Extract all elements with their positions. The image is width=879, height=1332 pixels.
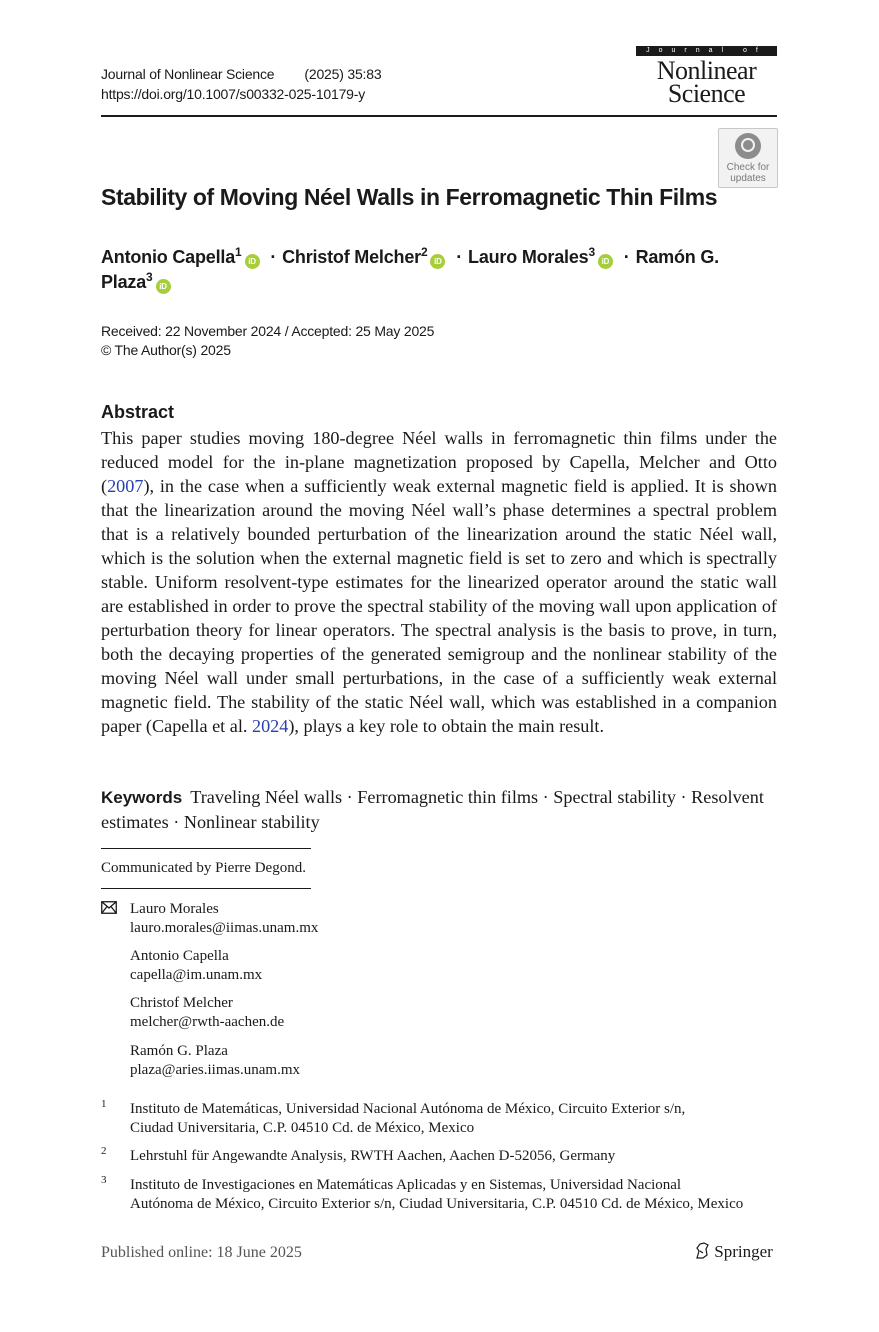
affiliation-line: Autónoma de México, Circuito Exterior s/n, Ciudad Universitaria, C.P. 04510 Cd. de México, Mexico [130, 1196, 744, 1212]
abstract-text: ), plays a key role to obtain the main result. [288, 716, 605, 736]
abstract-text: ), in the case when a sufficiently weak external magnetic field is applied. It is shown that the linearization around the moving Néel wall’s phase determines a spectral problem that is a relatively bounded perturbation of the linearization around the static Néel wall, which is the solution when the external magnetic field is set to zero and which is spectrally stable. Uniform resolvent-type estimates for the linearized operator around the static wall are established in order to prove the spectral stability of the moving wall upon application of perturbation theory for linear operators. The spectral analysis is the basis to prove, in turn, both the decaying properties of the generated semigroup and the nonlinear stability of the moving Néel wall under small perturbations, in the case of a sufficiently weak external magnetic field. The stability of the static Néel wall, which was established in a companion paper (Capella et al. [101, 476, 777, 736]
logo-line-1: Nonlinear [656, 56, 757, 85]
citation-link[interactable]: 2007 [107, 476, 144, 496]
check-updates-line-1: Check for [726, 162, 770, 173]
journal-logo [636, 46, 777, 108]
check-updates-line-2: updates [730, 173, 766, 184]
springer-horse-icon [694, 1242, 710, 1260]
contact-name: Lauro Morales [130, 901, 219, 917]
author-list-line-1 [101, 245, 719, 269]
check-for-updates-badge[interactable] [718, 128, 778, 188]
contact-email[interactable]: lauro.morales@iimas.unam.mx [130, 920, 319, 936]
logo-line-2: Science [667, 79, 746, 108]
author-affiliation-mark: 2 [420, 245, 428, 259]
abstract-body [101, 426, 777, 738]
author-affiliation-mark: 3 [588, 245, 595, 259]
communicated-by: Communicated by Pierre Degond. [101, 860, 306, 876]
envelope-icon [101, 901, 117, 914]
keywords-label: Keywords [101, 788, 183, 807]
author-affiliation-mark: 3 [146, 270, 153, 284]
affiliation-text [130, 1176, 780, 1214]
bookmark-icon [735, 133, 761, 159]
publisher-logo[interactable] [694, 1242, 773, 1262]
affiliation-line: Ciudad Universitaria, C.P. 04510 Cd. de México, Mexico [130, 1120, 475, 1136]
journal-citation [101, 66, 381, 82]
author-name: Ramón G. [635, 247, 719, 267]
journal-name: Journal of Nonlinear Science [101, 66, 275, 82]
contact-entry [130, 900, 318, 938]
affiliation-text [130, 1147, 780, 1166]
received-accepted-dates: Received: 22 November 2024 / Accepted: 25 May 2025 [101, 323, 435, 339]
author-name: Antonio Capella [101, 247, 236, 267]
citation-link[interactable]: 2024 [251, 716, 289, 736]
affiliation-line: Instituto de Investigaciones en Matemáticas Aplicadas y en Sistemas, Universidad Nacional [130, 1177, 682, 1193]
affiliation-number: 2 [101, 1145, 107, 1157]
author-separator: · [623, 247, 630, 267]
author-separator: · [270, 247, 277, 267]
orcid-icon[interactable]: iD [598, 254, 613, 269]
abstract-text: This paper studies moving 180-degree Néel walls in ferromagnetic thin films under the reduced model for the in-plane magnetization proposed by Capella, Melcher and Otto ( [101, 428, 777, 496]
contact-entry [130, 947, 262, 985]
keywords [101, 785, 777, 834]
contact-email[interactable]: capella@im.unam.mx [130, 967, 263, 983]
contact-name: Christof Melcher [130, 995, 233, 1011]
author-name: Plaza [101, 272, 147, 292]
contact-email[interactable]: plaza@aries.iimas.unam.mx [130, 1062, 301, 1078]
author-affiliation-mark: 1 [235, 245, 242, 259]
affiliation-number: 1 [101, 1098, 107, 1110]
orcid-icon[interactable]: iD [245, 254, 260, 269]
orcid-icon[interactable]: iD [430, 254, 445, 269]
affiliation-number: 3 [101, 1174, 107, 1186]
keywords-list: Traveling Néel walls · Ferromagnetic thin films · Spectral stability · Resolvent estimates · Nonlinear stability [101, 787, 764, 832]
orcid-icon[interactable]: iD [156, 279, 171, 294]
published-online-date: Published online: 18 June 2025 [101, 1244, 302, 1261]
footnote-rule [101, 848, 311, 849]
doi-link[interactable]: https://doi.org/10.1007/s00332-025-10179-y [101, 86, 366, 102]
footnote-rule [101, 888, 311, 889]
author-name: Christof Melcher [282, 247, 421, 267]
copyright-notice: © The Author(s) 2025 [101, 342, 231, 358]
logo-banner: Journal of [636, 46, 777, 56]
affiliation-text [130, 1100, 780, 1138]
affiliation-line: Instituto de Matemáticas, Universidad Nacional Autónoma de México, Circuito Exterior s/n, [130, 1101, 686, 1117]
contact-name: Antonio Capella [130, 948, 229, 964]
author-name: Lauro Morales [468, 247, 589, 267]
header-rule [101, 115, 777, 117]
abstract-heading: Abstract [101, 402, 175, 422]
contact-entry [130, 1042, 300, 1080]
contact-name: Ramón G. Plaza [130, 1043, 228, 1059]
affiliation-line: Lehrstuhl für Angewandte Analysis, RWTH Aachen, Aachen D-52056, Germany [130, 1148, 616, 1164]
journal-volume: (2025) 35:83 [304, 66, 382, 82]
publisher-name: Springer [714, 1242, 773, 1261]
contact-email[interactable]: melcher@rwth-aachen.de [130, 1014, 285, 1030]
contact-entry [130, 994, 284, 1032]
paper-title: Stability of Moving Néel Walls in Ferromagnetic Thin Films [101, 184, 718, 210]
author-separator: · [456, 247, 463, 267]
author-list-line-2 [101, 270, 171, 294]
